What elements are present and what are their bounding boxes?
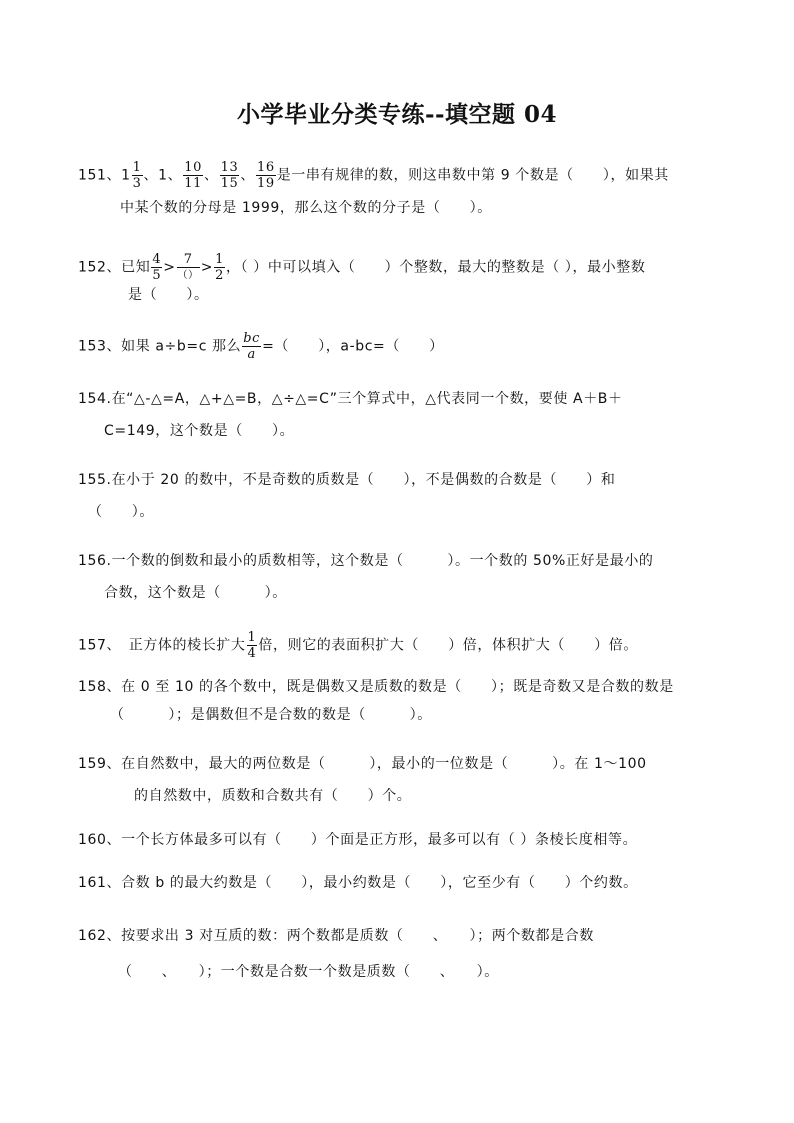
fraction-13-15: $\frac{13}{15}$ <box>220 160 239 191</box>
question-152-number: 152、 <box>78 259 122 276</box>
fraction-1-4: $\frac{1}{4}$ <box>247 630 257 661</box>
question-152-text: ，（ ）中可以填入（ ）个整数，最大的整数是（ ），最小整数 <box>225 259 646 276</box>
mixed-number-whole: 1 <box>121 167 131 184</box>
question-159-line-2: 的自然数中，质数和合数共有（ ）个。 <box>134 788 412 804</box>
question-153-text: =（ ），a-bc=（ ） <box>262 338 444 355</box>
fraction-bc-a: $\frac{bc}{a}$ <box>243 331 261 362</box>
fraction-16-19: $\frac{16}{19}$ <box>256 160 275 191</box>
question-153-line-1 <box>78 331 444 362</box>
question-156-line-1: 156.一个数的倒数和最小的质数相等，这个数是（ ）。一个数的 50%正好是最小的 <box>78 553 654 569</box>
fraction-4-5: $\frac{4}{5}$ <box>152 252 162 283</box>
question-162-line-2: （ 、 ）；一个数是合数一个数是质数（ 、 ）。 <box>118 964 499 980</box>
question-162-line-1: 162、按要求出 3 对互质的数：两个数都是质数（ 、 ）；两个数都是合数 <box>78 928 594 944</box>
question-151-line-1 <box>78 160 669 191</box>
question-153-prefix: 如果 a÷b=c 那么 <box>121 338 242 355</box>
question-154-line-2: C=149，这个数是（ ）。 <box>104 423 295 439</box>
question-151-line-2: 中某个数的分母是 1999，那么这个数的分子是（ ）。 <box>120 200 492 216</box>
question-155-line-1: 155.在小于 20 的数中，不是奇数的质数是（ ），不是偶数的合数是（ ）和 <box>78 472 616 488</box>
question-161-line-1: 161、合数 b 的最大约数是（ ），最小约数是（ ），它至少有（ ）个约数。 <box>78 875 638 891</box>
question-156-line-2: 合数，这个数是（ ）。 <box>104 585 287 601</box>
question-153-number: 153、 <box>78 338 122 355</box>
question-159-line-1: 159、在自然数中，最大的两位数是（ ），最小的一位数是（ ）。在 1～100 <box>78 756 647 772</box>
question-158-line-2: （ ）；是偶数但不是合数的数是（ ）。 <box>110 707 432 723</box>
fraction-10-11: $\frac{10}{11}$ <box>184 160 202 191</box>
question-152-prefix: 已知 <box>121 259 151 276</box>
question-152-line-1 <box>78 252 645 283</box>
question-151-number: 151、 <box>78 167 122 184</box>
greater-than-sign: > <box>200 259 214 276</box>
question-151-text: 是一串有规律的数，则这串数中第 9 个数是（ ），如果其 <box>276 167 669 184</box>
fraction-7-blank: $\frac{7}{()}$ <box>177 252 199 281</box>
question-160-line-1: 160、一个长方体最多可以有（ ）个面是正方形，最多可以有（ ）条棱长度相等。 <box>78 832 638 848</box>
question-154-line-1: 154.在“△-△=A，△+△=B，△÷△=C”三个算式中，△代表同一个数，要使 A＋B＋ <box>78 391 623 407</box>
separator-text: 、1、 <box>143 167 183 184</box>
question-157-line-1 <box>78 630 638 661</box>
separator-text: 、 <box>240 167 255 184</box>
question-152-line-2: 是（ ）。 <box>128 287 209 303</box>
question-157-prefix: 157、 正方体的棱长扩大 <box>78 637 246 654</box>
fraction-1-3: $\frac{1}{3}$ <box>132 160 142 191</box>
separator-text: 、 <box>203 167 219 184</box>
greater-than-sign: > <box>163 259 176 276</box>
question-158-line-1: 158、在 0 至 10 的各个数中，既是偶数又是质数的数是（ ）；既是奇数又是合数的数是 <box>78 679 674 695</box>
question-157-text: 倍，则它的表面积扩大（ ）倍，体积扩大（ ）倍。 <box>258 637 639 654</box>
question-155-line-2: （ ）。 <box>88 504 154 520</box>
page-title: 小学毕业分类专练--填空题 04 <box>236 101 558 128</box>
fraction-1-2: $\frac{1}{2}$ <box>215 252 224 283</box>
